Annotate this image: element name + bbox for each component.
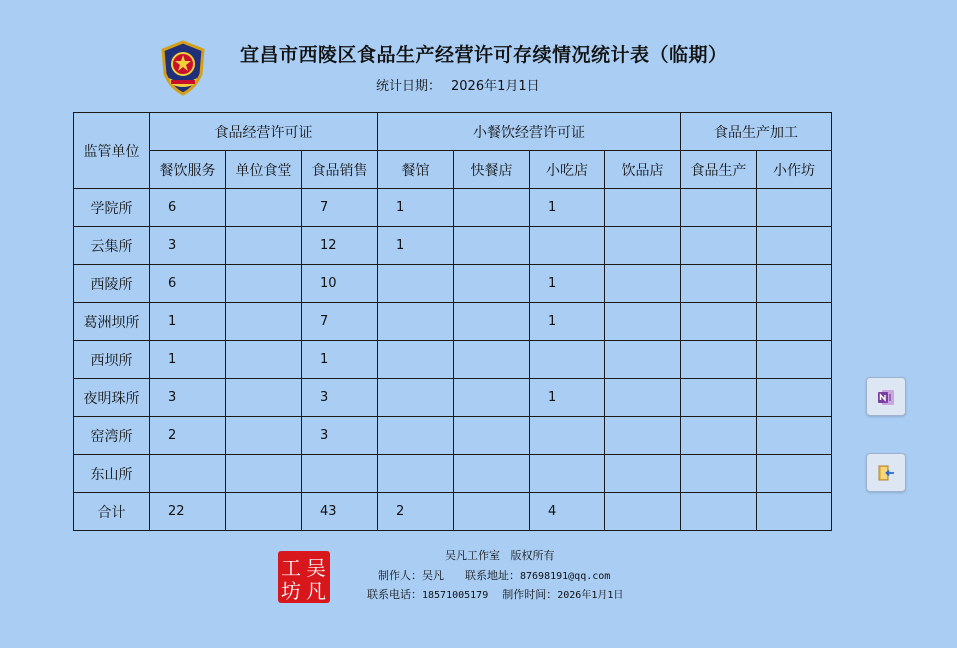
statistics-table [73, 112, 832, 531]
unit-name-cell: 云集所 [74, 227, 150, 265]
value-cell: 43 [302, 493, 378, 531]
value-cell: 1 [378, 189, 454, 227]
unit-name-cell: 东山所 [74, 455, 150, 493]
value-cell [681, 417, 757, 455]
value-cell [757, 189, 832, 227]
table-row [74, 341, 832, 379]
contact-email: 87698191@qq.com [519, 571, 611, 582]
table-row [74, 455, 832, 493]
value-cell: 6 [150, 189, 226, 227]
unit-name-cell: 合计 [74, 493, 150, 531]
studio-name: 吴凡工作室 [445, 549, 500, 562]
value-cell [681, 493, 757, 531]
value-cell [226, 379, 302, 417]
column-header: 快餐店 [454, 151, 530, 189]
value-cell [681, 265, 757, 303]
value-cell [757, 455, 832, 493]
logo-char: 凡 [306, 579, 326, 603]
value-cell [530, 341, 605, 379]
value-cell [605, 417, 681, 455]
value-cell: 1 [378, 227, 454, 265]
value-cell: 1 [530, 189, 605, 227]
table-row [74, 227, 832, 265]
unit-name-cell: 夜明珠所 [74, 379, 150, 417]
value-cell [226, 417, 302, 455]
contact-label: 联系地址： [464, 569, 520, 582]
value-cell [605, 455, 681, 493]
rights-text: 版权所有 [510, 549, 555, 562]
logo-char: 坊 [281, 579, 301, 603]
value-cell: 1 [302, 341, 378, 379]
value-cell [302, 455, 378, 493]
value-cell [226, 455, 302, 493]
value-cell [605, 493, 681, 531]
value-cell: 2 [150, 417, 226, 455]
value-cell [605, 189, 681, 227]
total-row [74, 493, 832, 531]
unit-name-cell: 葛洲坝所 [74, 303, 150, 341]
value-cell [378, 303, 454, 341]
value-cell [378, 455, 454, 493]
unit-header: 监管单位 [74, 113, 150, 189]
value-cell: 3 [302, 379, 378, 417]
value-cell [378, 417, 454, 455]
table-row [74, 379, 832, 417]
statistics-date [376, 75, 540, 94]
page-title: 宜昌市西陵区食品生产经营许可存续情况统计表（临期） [240, 44, 728, 66]
value-cell [757, 265, 832, 303]
value-cell [681, 341, 757, 379]
value-cell [226, 265, 302, 303]
value-cell [454, 303, 530, 341]
group-header: 食品生产加工 [681, 113, 832, 151]
date-value: 2026年1月1日 [451, 79, 540, 94]
group-header: 小餐饮经营许可证 [378, 113, 681, 151]
value-cell [605, 379, 681, 417]
value-cell: 12 [302, 227, 378, 265]
value-cell [454, 493, 530, 531]
table-row [74, 303, 832, 341]
column-header: 小作坊 [757, 151, 832, 189]
value-cell [226, 189, 302, 227]
unit-name-cell: 西坝所 [74, 341, 150, 379]
value-cell [681, 189, 757, 227]
value-cell [605, 303, 681, 341]
value-cell [757, 227, 832, 265]
value-cell: 22 [150, 493, 226, 531]
studio-logo [278, 551, 330, 603]
footer-copyright [445, 547, 555, 563]
onenote-icon [876, 387, 896, 407]
value-cell: 7 [302, 303, 378, 341]
value-cell [454, 379, 530, 417]
value-cell: 1 [530, 265, 605, 303]
made-label: 制作时间： [502, 588, 558, 601]
value-cell [605, 341, 681, 379]
value-cell [454, 189, 530, 227]
value-cell: 1 [150, 341, 226, 379]
value-cell: 1 [530, 379, 605, 417]
exit-button[interactable] [866, 453, 906, 492]
value-cell [454, 341, 530, 379]
footer-phone [367, 586, 623, 602]
table-row [74, 417, 832, 455]
value-cell [757, 493, 832, 531]
value-cell [605, 227, 681, 265]
value-cell: 1 [530, 303, 605, 341]
value-cell: 6 [150, 265, 226, 303]
table-row [74, 265, 832, 303]
column-header: 餐馆 [378, 151, 454, 189]
value-cell [454, 417, 530, 455]
table-row [74, 189, 832, 227]
value-cell: 2 [378, 493, 454, 531]
unit-name-cell: 西陵所 [74, 265, 150, 303]
value-cell [757, 417, 832, 455]
value-cell [454, 227, 530, 265]
made-date: 2026年1月1日 [557, 590, 624, 601]
value-cell: 10 [302, 265, 378, 303]
logo-char: 吴 [306, 556, 326, 580]
author-label: 制作人： [378, 569, 422, 582]
group-header: 食品经营许可证 [150, 113, 378, 151]
onenote-button[interactable] [866, 377, 906, 416]
value-cell [226, 493, 302, 531]
value-cell: 7 [302, 189, 378, 227]
column-header: 餐饮服务 [150, 151, 226, 189]
value-cell [226, 341, 302, 379]
value-cell [226, 227, 302, 265]
value-cell [454, 455, 530, 493]
column-header: 单位食堂 [226, 151, 302, 189]
value-cell [757, 341, 832, 379]
phone-label: 联系电话： [367, 588, 422, 601]
column-header: 饮品店 [605, 151, 681, 189]
value-cell [681, 303, 757, 341]
unit-name-cell: 学院所 [74, 189, 150, 227]
value-cell [530, 417, 605, 455]
value-cell [757, 303, 832, 341]
value-cell [378, 265, 454, 303]
column-header: 食品销售 [302, 151, 378, 189]
column-header: 小吃店 [530, 151, 605, 189]
value-cell [757, 379, 832, 417]
value-cell [530, 227, 605, 265]
value-cell [378, 341, 454, 379]
value-cell: 3 [302, 417, 378, 455]
police-emblem-icon [159, 40, 207, 96]
phone-number: 18571005179 [422, 590, 489, 601]
date-label: 统计日期： [376, 79, 442, 94]
value-cell: 4 [530, 493, 605, 531]
exit-icon [876, 463, 896, 483]
value-cell: 1 [150, 303, 226, 341]
value-cell [226, 303, 302, 341]
value-cell [681, 227, 757, 265]
unit-name-cell: 窑湾所 [74, 417, 150, 455]
footer-author [378, 567, 610, 583]
value-cell [150, 455, 226, 493]
column-header: 食品生产 [681, 151, 757, 189]
value-cell [605, 265, 681, 303]
value-cell [681, 379, 757, 417]
value-cell: 3 [150, 379, 226, 417]
author-name: 吴凡 [422, 569, 444, 582]
value-cell [454, 265, 530, 303]
value-cell [530, 455, 605, 493]
logo-char: 工 [281, 556, 301, 580]
value-cell [378, 379, 454, 417]
value-cell [681, 455, 757, 493]
value-cell: 3 [150, 227, 226, 265]
